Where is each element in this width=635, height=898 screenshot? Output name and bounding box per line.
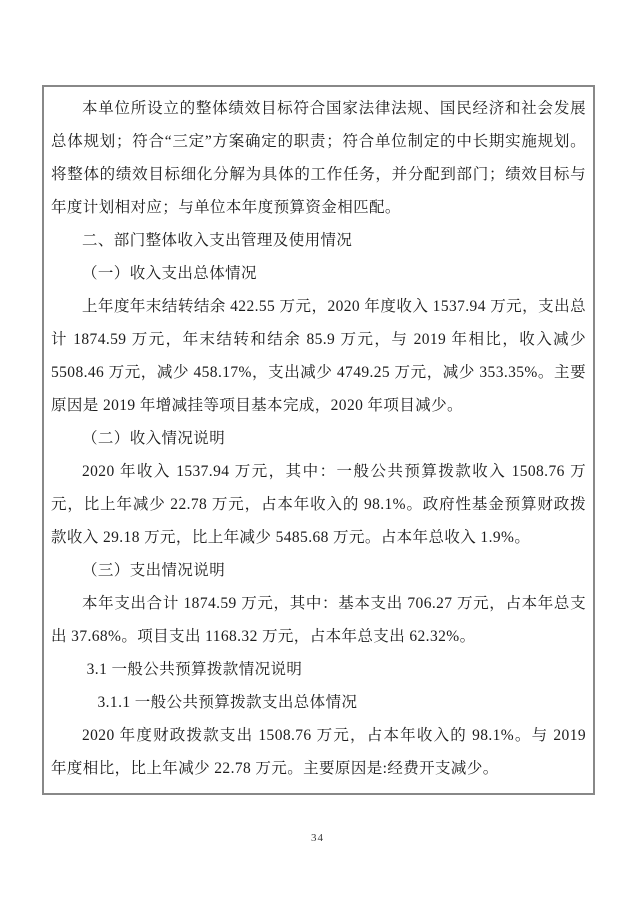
page-number-footer: 34 — [311, 832, 324, 844]
income-expenditure-overview-paragraph: 上年度年末结转结余 422.55 万元，2020 年度收入 1537.94 万元，支出总计 1874.59 万元，年末结转和结余 85.9 万元，与 2019 年相比，收入减少 5508.46 万元，减少 458.17%，支出减少 4749.25 万元，减少 353.35%。主要原因是 2019 年增减挂等项目基本完成，2020 年项目减少。 — [51, 298, 586, 414]
heading-3-1-1-budget-expenditure-overview: 3.1.1 一般公共预算拨款支出总体情况 — [97, 694, 358, 711]
subsection-heading-expenditure-description: （三）支出情况说明 — [82, 562, 226, 579]
content-border-box — [42, 85, 595, 795]
income-description-paragraph: 2020 年收入 1537.94 万元，其中：一般公共预算拨款收入 1508.76 万元，比上年减少 22.78 万元，占本年收入的 98.1%。政府性基金预算财政拨款收入 29.18 万元，比上年减少 5485.68 万元。占本年总收入 1.9%。 — [51, 463, 586, 546]
subsection-heading-income-expenditure-overview: （一）收入支出总体情况 — [82, 265, 257, 282]
expenditure-description-paragraph: 本年支出合计 1874.59 万元，其中：基本支出 706.27 万元，占本年总支出 37.68%。项目支出 1168.32 万元，占本年总支出 62.32%。 — [51, 595, 586, 645]
performance-goals-paragraph: 本单位所设立的整体绩效目标符合国家法律法规、国民经济和社会发展总体规划；符合“三定”方案确定的职责；符合单位制定的中长期实施规划。将整体的绩效目标细化分解为具体的工作任务，并分配到部门；绩效目标与年度计划相对应；与单位本年度预算资金相匹配。 — [51, 100, 586, 216]
section-heading-income-expenditure-management: 二、部门整体收入支出管理及使用情况 — [82, 232, 353, 249]
subsection-heading-income-description: （二）收入情况说明 — [82, 430, 226, 447]
heading-3-1-general-public-budget: 3.1 一般公共预算拨款情况说明 — [86, 661, 303, 678]
fiscal-allocation-expenditure-paragraph: 2020 年度财政拨款支出 1508.76 万元，占本年收入的 98.1%。与 2019 年度相比，比上年减少 22.78 万元。主要原因是:经费开支减少。 — [51, 727, 586, 777]
